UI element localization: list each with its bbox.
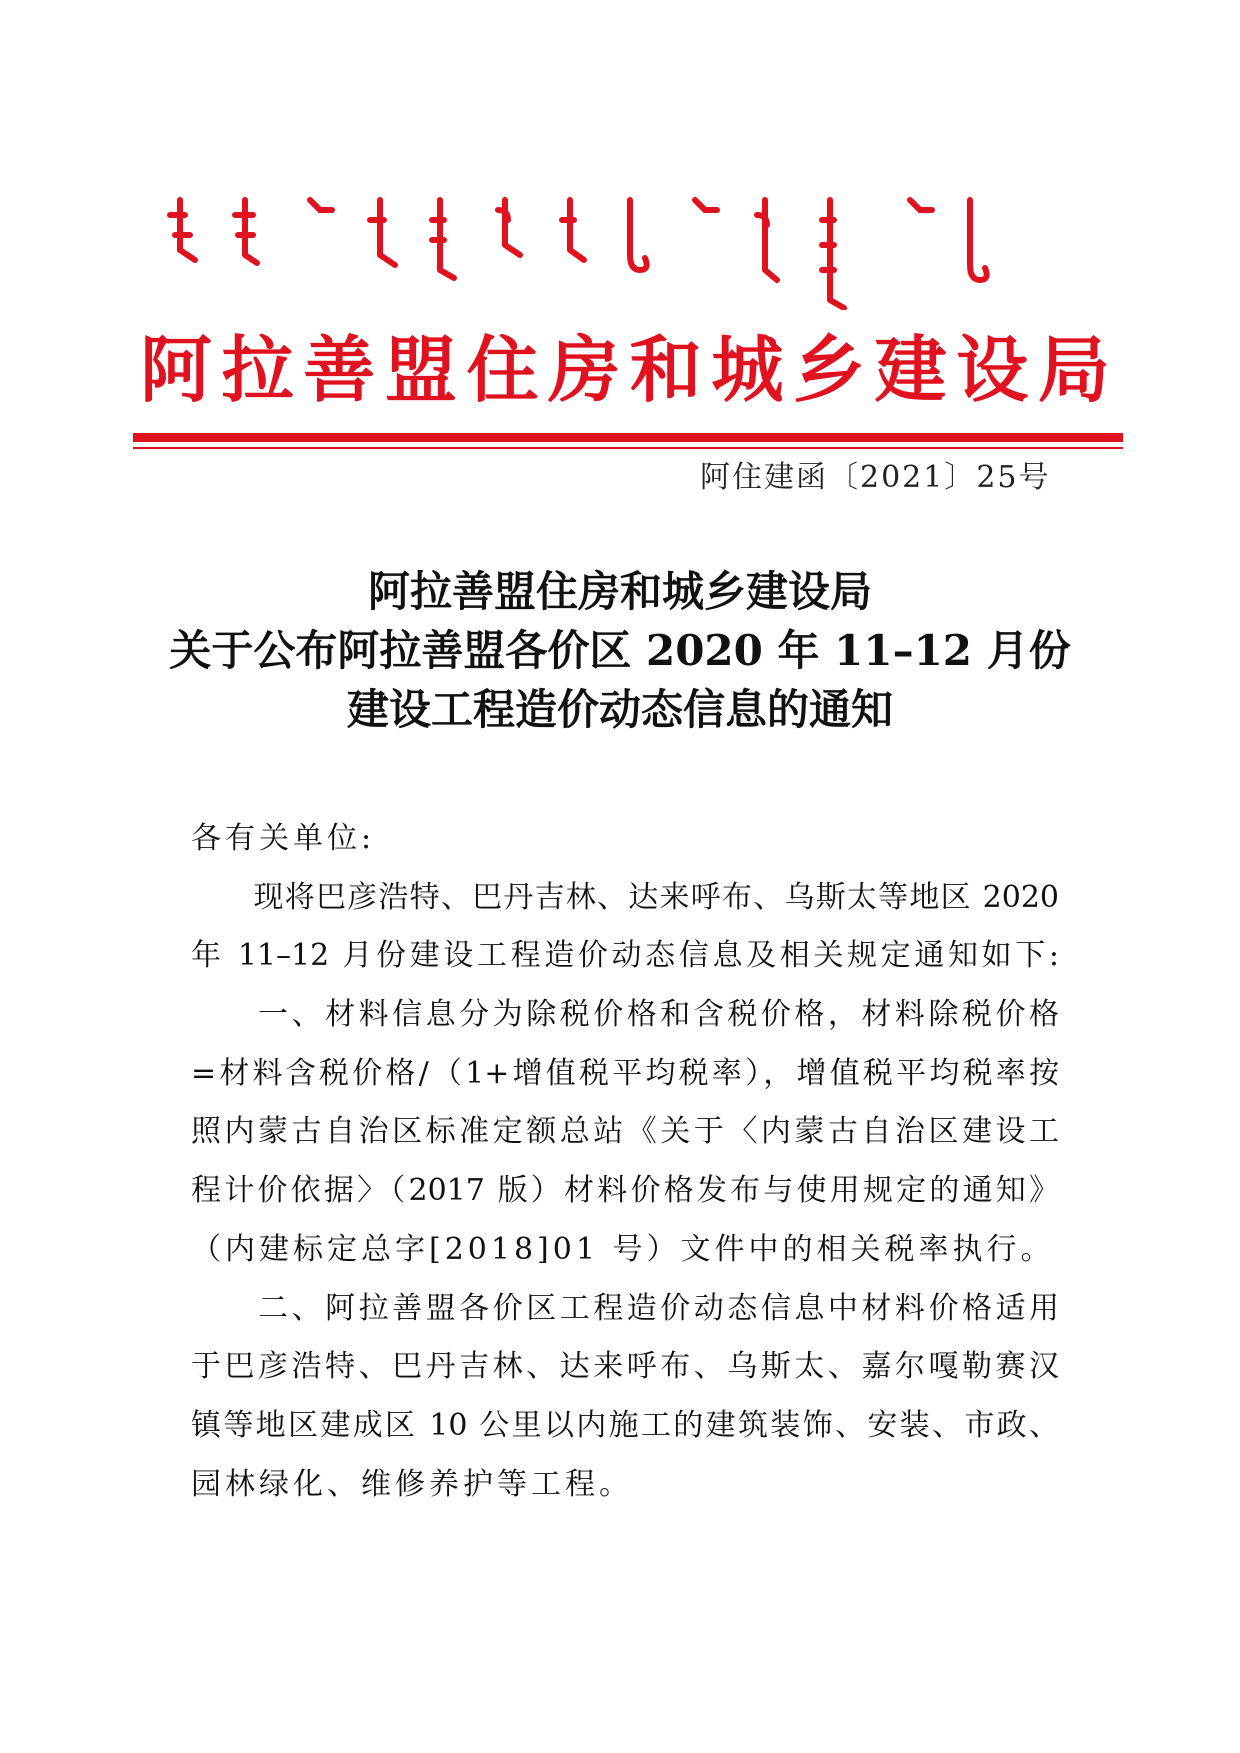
title-line: 关于公布阿拉善盟各价区 2020 年 11–12 月份 xyxy=(169,626,1071,675)
org-name-char: 善 xyxy=(303,328,376,412)
body-line: 程计价依据〉（2017 版）材料价格发布与使用规定的通知》 xyxy=(191,1173,1059,1209)
org-name-char: 住 xyxy=(466,328,539,412)
body-line: 镇等地区建成区 10 公里以内施工的建筑装饰、安装、市政、 xyxy=(191,1407,1059,1443)
org-name-char: 城 xyxy=(711,328,784,412)
org-name-char: 建 xyxy=(874,328,947,412)
body-line: 一、材料信息分为除税价格和含税价格，材料除税价格 xyxy=(191,997,1059,1033)
document-number: 阿住建函〔2021〕25号 xyxy=(700,460,1051,495)
org-name-char: 阿 xyxy=(140,328,213,412)
mongolian-script-logo xyxy=(160,195,1110,310)
title-line: 阿拉善盟住房和城乡建设局 xyxy=(367,567,872,616)
org-name-char: 房 xyxy=(548,328,621,412)
body-line: 园林绿化、维修养护等工程。 xyxy=(191,1466,633,1502)
document-body xyxy=(191,810,1059,1514)
salutation: 各有关单位: xyxy=(191,821,376,856)
org-name-char: 设 xyxy=(956,328,1029,412)
body-line: 二、阿拉善盟各价区工程造价动态信息中材料价格适用 xyxy=(191,1290,1059,1326)
body-line: （内建标定总字[2018]01 号）文件中的相关税率执行。 xyxy=(191,1231,1055,1267)
body-line: 于巴彦浩特、巴丹吉林、达来呼布、乌斯太、嘉尔嘎勒赛汉 xyxy=(191,1349,1059,1385)
letterhead-org-name xyxy=(140,325,1110,415)
body-line: 现将巴彦浩特、巴丹吉林、达来呼布、乌斯太等地区 2020 xyxy=(191,879,1059,915)
title-line: 建设工程造价动态信息的通知 xyxy=(346,685,893,734)
body-line: 年 11–12 月份建设工程造价动态信息及相关规定通知如下: xyxy=(191,938,1059,974)
org-name-char: 盟 xyxy=(384,328,457,412)
org-name-char: 局 xyxy=(1037,328,1110,412)
org-name-char: 拉 xyxy=(221,328,294,412)
org-name-char: 乡 xyxy=(793,328,866,412)
letterhead-divider-thin xyxy=(133,447,1123,449)
org-name-char: 和 xyxy=(629,328,702,412)
body-line: 照内蒙古自治区标准定额总站《关于〈内蒙古自治区建设工 xyxy=(191,1114,1059,1150)
letterhead-divider-thick xyxy=(133,433,1123,442)
document-title xyxy=(140,562,1100,739)
body-line: =材料含税价格/（1+增值税平均税率），增值税平均税率按 xyxy=(191,1055,1059,1091)
